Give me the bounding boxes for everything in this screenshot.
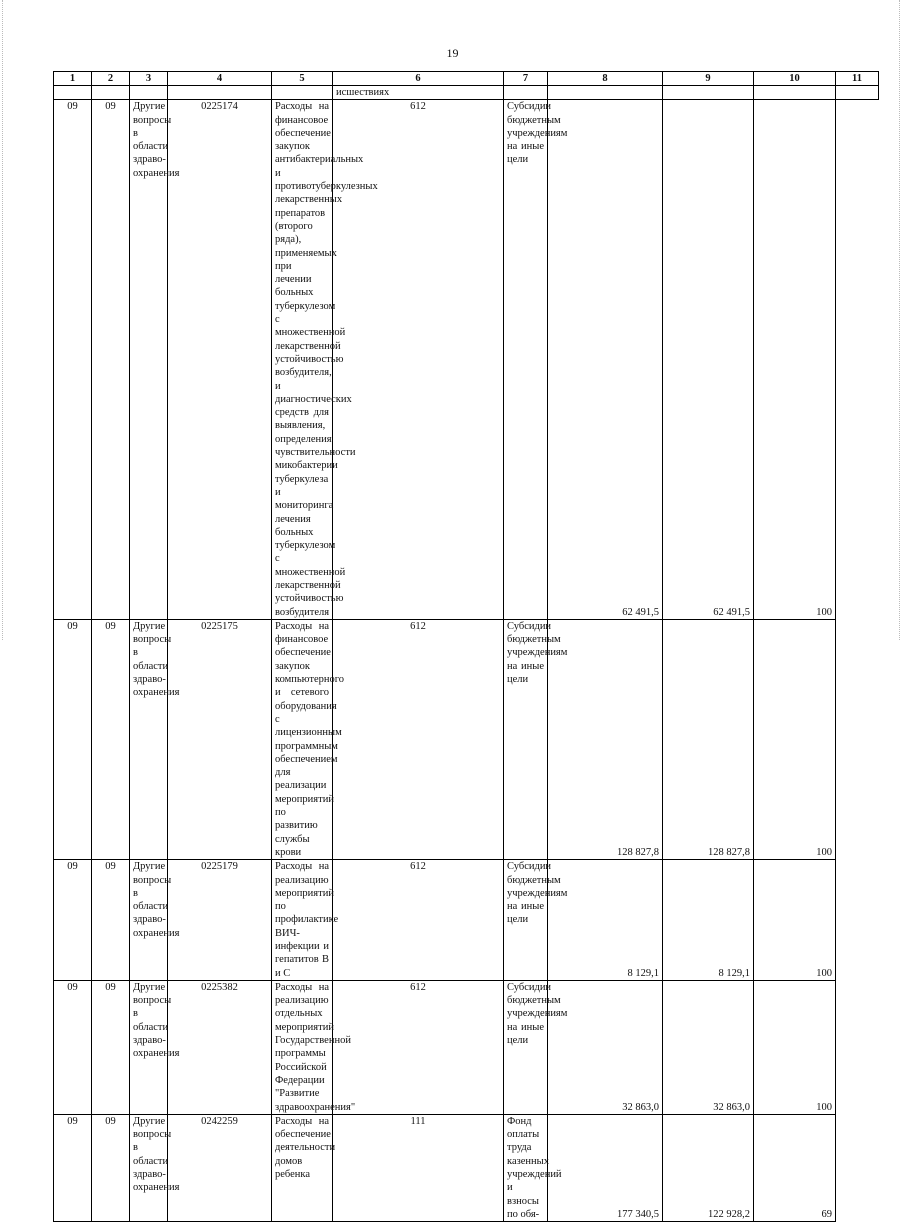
cell-code: 0225382: [168, 980, 272, 1114]
continuation-row: [54, 86, 879, 100]
cell-col3: 09: [92, 980, 130, 1114]
budget-table: [53, 71, 879, 1222]
cell-type-name: Субсидии бюджетным учреждениям на иные цели: [504, 980, 548, 1114]
cell-amount1: 8 129,1: [548, 860, 663, 981]
cell-amount1: 177 340,5: [548, 1114, 663, 1221]
header-cell: 2: [92, 72, 130, 86]
cell-col3: 09: [92, 619, 130, 859]
table-row: [54, 100, 879, 620]
header-cell: 9: [663, 72, 754, 86]
cell-col2: 09: [54, 860, 92, 981]
cell-amount1: 62 491,5: [548, 100, 663, 620]
cell-col2: 09: [54, 100, 92, 620]
header-cell: 5: [272, 72, 333, 86]
header-cell: 7: [504, 72, 548, 86]
cell-col3: 09: [92, 100, 130, 620]
cell-amount2: 128 827,8: [663, 619, 754, 859]
cell-col2: 09: [54, 980, 92, 1114]
cell-description: Расходы на реализацию отдельных мероприятий Государственной программы Российской Федерации "Развитие здравоохранения": [272, 980, 333, 1114]
cell-description: Расходы на реализацию мероприятий по профилактике ВИЧ-инфекции и гепатитов В и С: [272, 860, 333, 981]
cell-type-name: Субсидии бюджетным учреждениям на иные цели: [504, 619, 548, 859]
scan-edge-right: [899, 0, 900, 640]
cell-code: 0225179: [168, 860, 272, 981]
cell-type-name: Субсидии бюджетным учреждениям на иные цели: [504, 100, 548, 620]
cell-code: 0225174: [168, 100, 272, 620]
cell-section: Другие вопросы в области здраво-охранения: [130, 100, 168, 620]
table-row: [54, 980, 879, 1114]
cell-amount2: 122 928,2: [663, 1114, 754, 1221]
cell-type-code: 612: [333, 100, 504, 620]
header-cell: 8: [548, 72, 663, 86]
cell-type-name: Субсидии бюджетным учреждениям на иные цели: [504, 860, 548, 981]
scan-edge-left: [2, 0, 3, 640]
cell-type-name: Фонд оплаты труда казенных учреждений и взносы по обя-: [504, 1114, 548, 1221]
cell-percent: 100: [754, 980, 836, 1114]
cell-type-code: 111: [333, 1114, 504, 1221]
cell-col2: 09: [54, 1114, 92, 1221]
cell-amount1: 32 863,0: [548, 980, 663, 1114]
cell-section: Другие вопросы в области здраво-охранения: [130, 980, 168, 1114]
cell-description: Расходы на финансовое обеспечение закупок антибактериальных и противотуберкулезных лекарственных препаратов (второго ряда), применяемых при лечении больных туберкулезом с множественной лекарственной устойчивостью возбудителя, и диагностических средств для выявления, определения чувствительности микобактерии туберкулеза и мониторинга лечения больных туберкулезом с множественной лекарственной устойчивостью возбудителя: [272, 100, 333, 620]
cell-section: Другие вопросы в области здраво-охранения: [130, 860, 168, 981]
cell-code: 0242259: [168, 1114, 272, 1221]
cell-code: 0225175: [168, 619, 272, 859]
cell-percent: 69: [754, 1114, 836, 1221]
cell-amount2: 8 129,1: [663, 860, 754, 981]
cell-amount2: 62 491,5: [663, 100, 754, 620]
cell-percent: 100: [754, 860, 836, 981]
cell-section: Другие вопросы в области здраво-охранения: [130, 619, 168, 859]
continuation-text: исшествиях: [333, 86, 504, 100]
cell-amount1: 128 827,8: [548, 619, 663, 859]
header-row: [54, 72, 879, 86]
header-cell: 3: [130, 72, 168, 86]
page-number: 19: [446, 46, 459, 60]
cell-description: Расходы на обеспечение деятельности домов ребенка: [272, 1114, 333, 1221]
header-cell: 1: [54, 72, 92, 86]
cell-col3: 09: [92, 1114, 130, 1221]
header-cell: 10: [754, 72, 836, 86]
cell-percent: 100: [754, 100, 836, 620]
cell-percent: 100: [754, 619, 836, 859]
table-row: [54, 619, 879, 859]
cell-type-code: 612: [333, 860, 504, 981]
cell-col3: 09: [92, 860, 130, 981]
cell-amount2: 32 863,0: [663, 980, 754, 1114]
header-cell: 4: [168, 72, 272, 86]
table-row: [54, 1114, 879, 1221]
cell-col2: 09: [54, 619, 92, 859]
cell-type-code: 612: [333, 980, 504, 1114]
header-cell: 11: [836, 72, 879, 86]
cell-section: Другие вопросы в области здраво-охранения: [130, 1114, 168, 1221]
header-cell: 6: [333, 72, 504, 86]
cell-description: Расходы на финансовое обеспечение закупок компьютерного и сетевого оборудования с лицензионным программным обеспечением для реализации мероприятий по развитию службы крови: [272, 619, 333, 859]
table-row: [54, 860, 879, 981]
cell-type-code: 612: [333, 619, 504, 859]
